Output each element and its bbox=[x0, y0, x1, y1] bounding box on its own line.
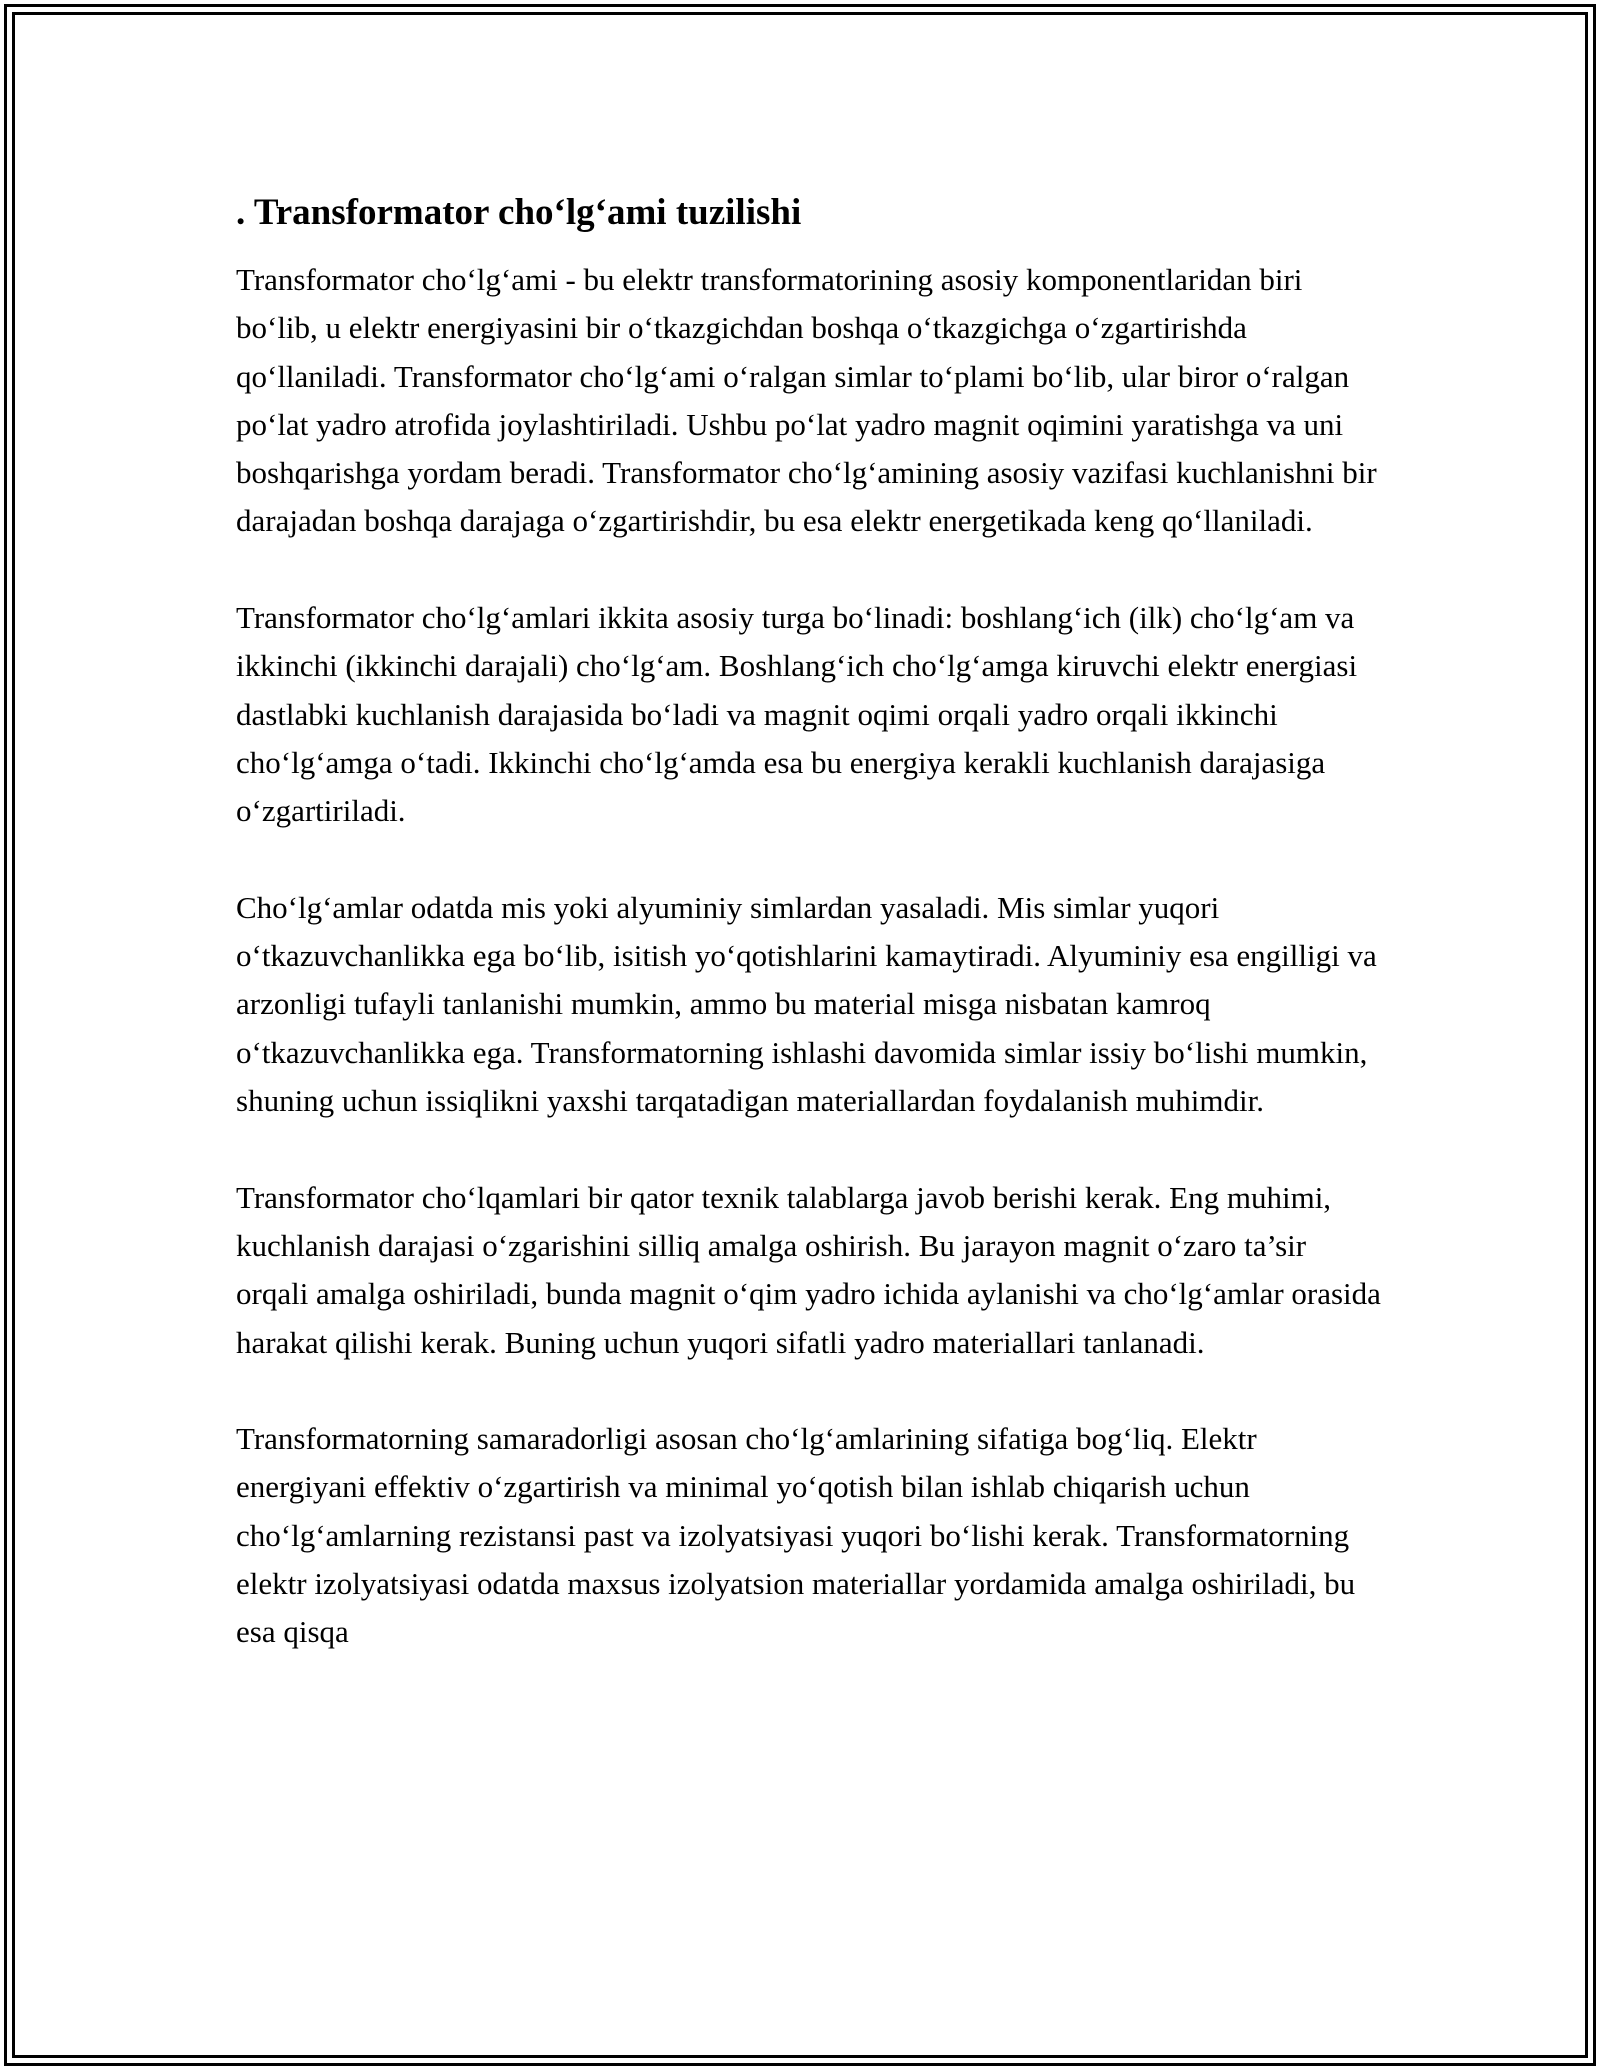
paragraph-4: Transformator cho‘lqamlari bir qator texnik talablarga javob berishi kerak. Eng muhimi, kuchlanish darajasi o‘zgarishini silliq amalga oshirish. Bu jarayon magnit o‘zaro ta’sir orqali amalga oshiriladi, bunda magnit o‘qim yadro ichida aylanishi va cho‘lg‘amlar orasida harakat qilishi kerak. Buning uchun yuqori sifatli yadro materiallari tanlanadi. bbox=[236, 1179, 1381, 1360]
paragraph-3: Cho‘lg‘amlar odatda mis yoki alyuminiy simlardan yasaladi. Mis simlar yuqori o‘tkazuvchanlikka ega bo‘lib, isitish yo‘qotishlarini kamaytiradi. Alyuminiy esa engilligi va arzonligi tufayli tanlanishi mumkin, ammo bu material misga nisbatan kamroq o‘tkazuvchanlikka ega. Transformatorning ishlashi davomida simlar issiy bo‘lishi mumkin, shuning uchun issiqlikni yaxshi tarqatadigan materiallardan foydalanish muhimdir. bbox=[236, 889, 1377, 1119]
paragraph-5: Transformatorning samaradorligi asosan cho‘lg‘amlarining sifatiga bog‘liq. Elektr energiyani effektiv o‘zgartirish va minimal yo‘qotish bilan ishlab chiqarish uchun cho‘lg‘amlarning rezistansi past va izolyatsiyasi yuqori bo‘lishi kerak. Transformatorning elektr izolyatsiyasi odatda maxsus izolyatsion materiallar yordamida amalga oshiriladi, bu esa qisqa bbox=[236, 1421, 1356, 1650]
page-title: . Transformator cho‘lg‘ami tuzilishi bbox=[236, 192, 802, 233]
paragraph-2: Transformator cho‘lg‘amlari ikkita asosiy turga bo‘linadi: boshlang‘ich (ilk) cho‘lg‘am va ikkinchi (ikkinchi darajali) cho‘lg‘am. Boshlang‘ich cho‘lg‘amga kiruvchi elektr energiasi dastlabki kuchlanish darajasida bo‘ladi va magnit oqimi orqali yadro orqali ikkinchi cho‘lg‘amga o‘tadi. Ikkinchi cho‘lg‘amda esa bu energiya kerakli kuchlanish darajasiga o‘zgartiriladi. bbox=[236, 600, 1358, 829]
document-body bbox=[236, 186, 1386, 1657]
paragraph-1: Transformator cho‘lg‘ami - bu elektr transformatorining asosiy komponentlaridan biri bo‘lib, u elektr energiyasini bir o‘tkazgichdan boshqa o‘tkazgichga o‘zgartirishda qo‘llaniladi. Transformator cho‘lg‘ami o‘ralgan simlar to‘plami bo‘lib, ular biror o‘ralgan po‘lat yadro atrofida joylashtiriladi. Ushbu po‘lat yadro magnit oqimini yaratishga va uni boshqarishga yordam beradi. Transformator cho‘lg‘amining asosiy vazifasi kuchlanishni bir darajadan boshqa darajaga o‘zgartirishdir, bu esa elektr energetikada keng qo‘llaniladi. bbox=[236, 262, 1377, 539]
